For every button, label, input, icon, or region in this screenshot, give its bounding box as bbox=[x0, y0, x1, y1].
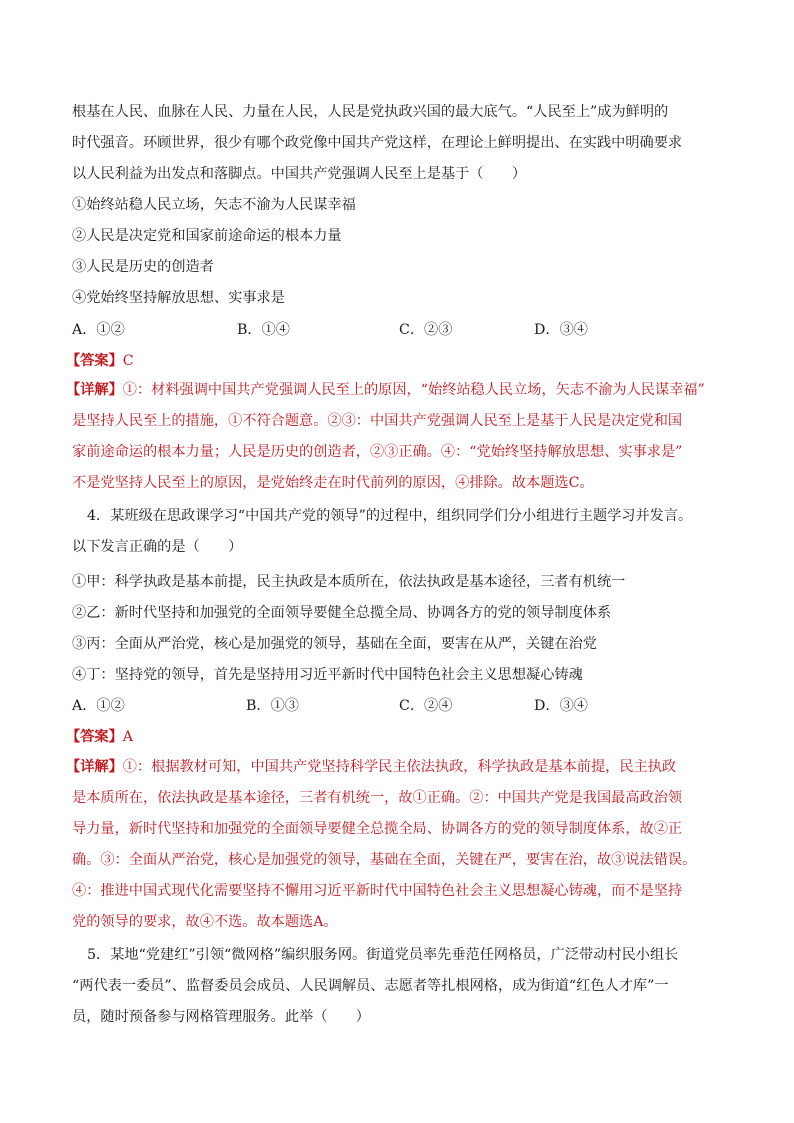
q4-item-4: ④丁：坚持党的领导，首先是坚持用习近平新时代中国特色社会主义思想凝心铸魂 bbox=[72, 667, 583, 683]
q3-choice-b: B．①④ bbox=[237, 322, 290, 338]
q4-explain-line: 党的领导的要求，故④不选。故本题选A。 bbox=[72, 914, 338, 930]
q4-explain-line: 是本质所在，依法执政是基本途径，三者有机统一，故①正确。②：中国共产党是我国最高政治领 bbox=[72, 790, 683, 806]
q3-explain-label: 【详解】 bbox=[66, 382, 123, 398]
q4-explanation bbox=[66, 752, 697, 938]
q5-stem-line: “两代表一委员”、监督委员会成员、人民调解员、志愿者等扎根网格，成为街道“红色人才库”一 bbox=[72, 978, 669, 994]
q3-stem-line: 时代强音。环顾世界，很少有哪个政党像中国共产党这样，在理论上鲜明提出、在实践中明确要求 bbox=[72, 135, 683, 151]
q5-stem-line: 5．某地“党建红”引领“微网格”编织服务网。街道党员率先垂范任网格员，广泛带动村民小组长 bbox=[87, 947, 679, 963]
q3-item-4: ④党始终坚持解放思想、实事求是 bbox=[72, 290, 285, 306]
q3-stem-line: 根基在人民、血脉在人民、力量在人民，人民是党执政兴国的最大底气。“人民至上”成为鲜明的 bbox=[72, 104, 669, 120]
q4-answer-label: 【答案】 bbox=[66, 729, 123, 745]
q3-explain-line: 家前途命运的根本力量；人民是历史的创造者，②③正确。④：“党始终坚持解放思想、实事求是” bbox=[72, 444, 683, 460]
q3-choice-d: D．③④ bbox=[534, 322, 588, 338]
q5-stem-line: 员，随时预备参与网格管理服务。此举（ ） bbox=[72, 1009, 370, 1025]
q3-answer-value: C bbox=[122, 353, 134, 369]
q4-item-3: ③丙：全面从严治党，核心是加强党的领导，基础在全面，要害在从严，关键在治党 bbox=[72, 636, 597, 652]
q4-item-2: ②乙：新时代坚持和加强党的全面领导要健全总揽全局、协调各方的党的领导制度体系 bbox=[72, 605, 612, 621]
q3-answer-label: 【答案】 bbox=[66, 353, 123, 369]
q3-item-3: ③人民是历史的创造者 bbox=[72, 259, 214, 275]
q3-answer bbox=[66, 351, 726, 371]
q3-explanation bbox=[66, 375, 705, 499]
q5-stem bbox=[87, 940, 697, 971]
q4-choice-a: A．①② bbox=[72, 698, 125, 714]
q3-choice-a: A．①② bbox=[72, 322, 125, 338]
q4-explain-line: 导力量，新时代坚持和加强党的全面领导要健全总揽全局、协调各方的党的领导制度体系，故②正 bbox=[72, 821, 683, 837]
q4-answer-value: A bbox=[122, 729, 134, 745]
q3-stem-line: 以人民利益为出发点和落脚点。中国共产党强调人民至上是基于（ ） bbox=[72, 166, 527, 182]
q4-answer bbox=[66, 727, 726, 747]
q4-explain-line: ④：推进中国式现代化需要坚持不懈用习近平新时代中国特色社会主义思想凝心铸魂，而不是坚持 bbox=[72, 883, 683, 899]
q4-stem bbox=[87, 501, 697, 532]
q3-explain-line: 不是党坚持人民至上的原因，是党始终走在时代前列的原因，④排除。故本题选C。 bbox=[72, 475, 594, 491]
q4-stem-line: 4．某班级在思政课学习“中国共产党的领导”的过程中，组织同学们分小组进行主题学习并发言。 bbox=[87, 508, 693, 524]
q3-item-2: ②人民是决定党和国家前途命运的根本力量 bbox=[72, 228, 342, 244]
q4-explain-line: 确。③：全面从严治党，核心是加强党的领导，基础在全面，关键在严，要害在治，故③说法错误。 bbox=[72, 852, 697, 868]
q4-explain-label: 【详解】 bbox=[66, 759, 123, 775]
q3-item-1: ①始终站稳人民立场，矢志不渝为人民谋幸福 bbox=[72, 197, 356, 213]
q4-stem-cont bbox=[72, 532, 682, 563]
q3-explain-line: 【详解】①：材料强调中国共产党强调人民至上的原因，“始终站稳人民立场，矢志不渝为人民谋幸福” bbox=[66, 382, 705, 398]
q3-explain-line: 是坚持人民至上的措施，①不符合题意。②③：中国共产党强调人民至上是基于人民是决定党和国 bbox=[72, 413, 683, 429]
q4-item-1: ①甲：科学执政是基本前提，民主执政是本质所在，依法执政是基本途径，三者有机统一 bbox=[72, 574, 626, 590]
q4-choice-d: D．③④ bbox=[534, 698, 588, 714]
q5-stem-cont bbox=[72, 971, 682, 1033]
q4-choice-b: B．①③ bbox=[246, 698, 299, 714]
q4-explain-line: 【详解】①：根据教材可知，中国共产党坚持科学民主依法执政，科学执政是基本前提，民主执政 bbox=[66, 759, 677, 775]
q4-stem-line: 以下发言正确的是（ ） bbox=[72, 539, 243, 555]
q3-choice-c: C．②③ bbox=[399, 322, 453, 338]
q4-choice-c: C．②④ bbox=[399, 698, 453, 714]
q3-stem bbox=[72, 97, 682, 190]
